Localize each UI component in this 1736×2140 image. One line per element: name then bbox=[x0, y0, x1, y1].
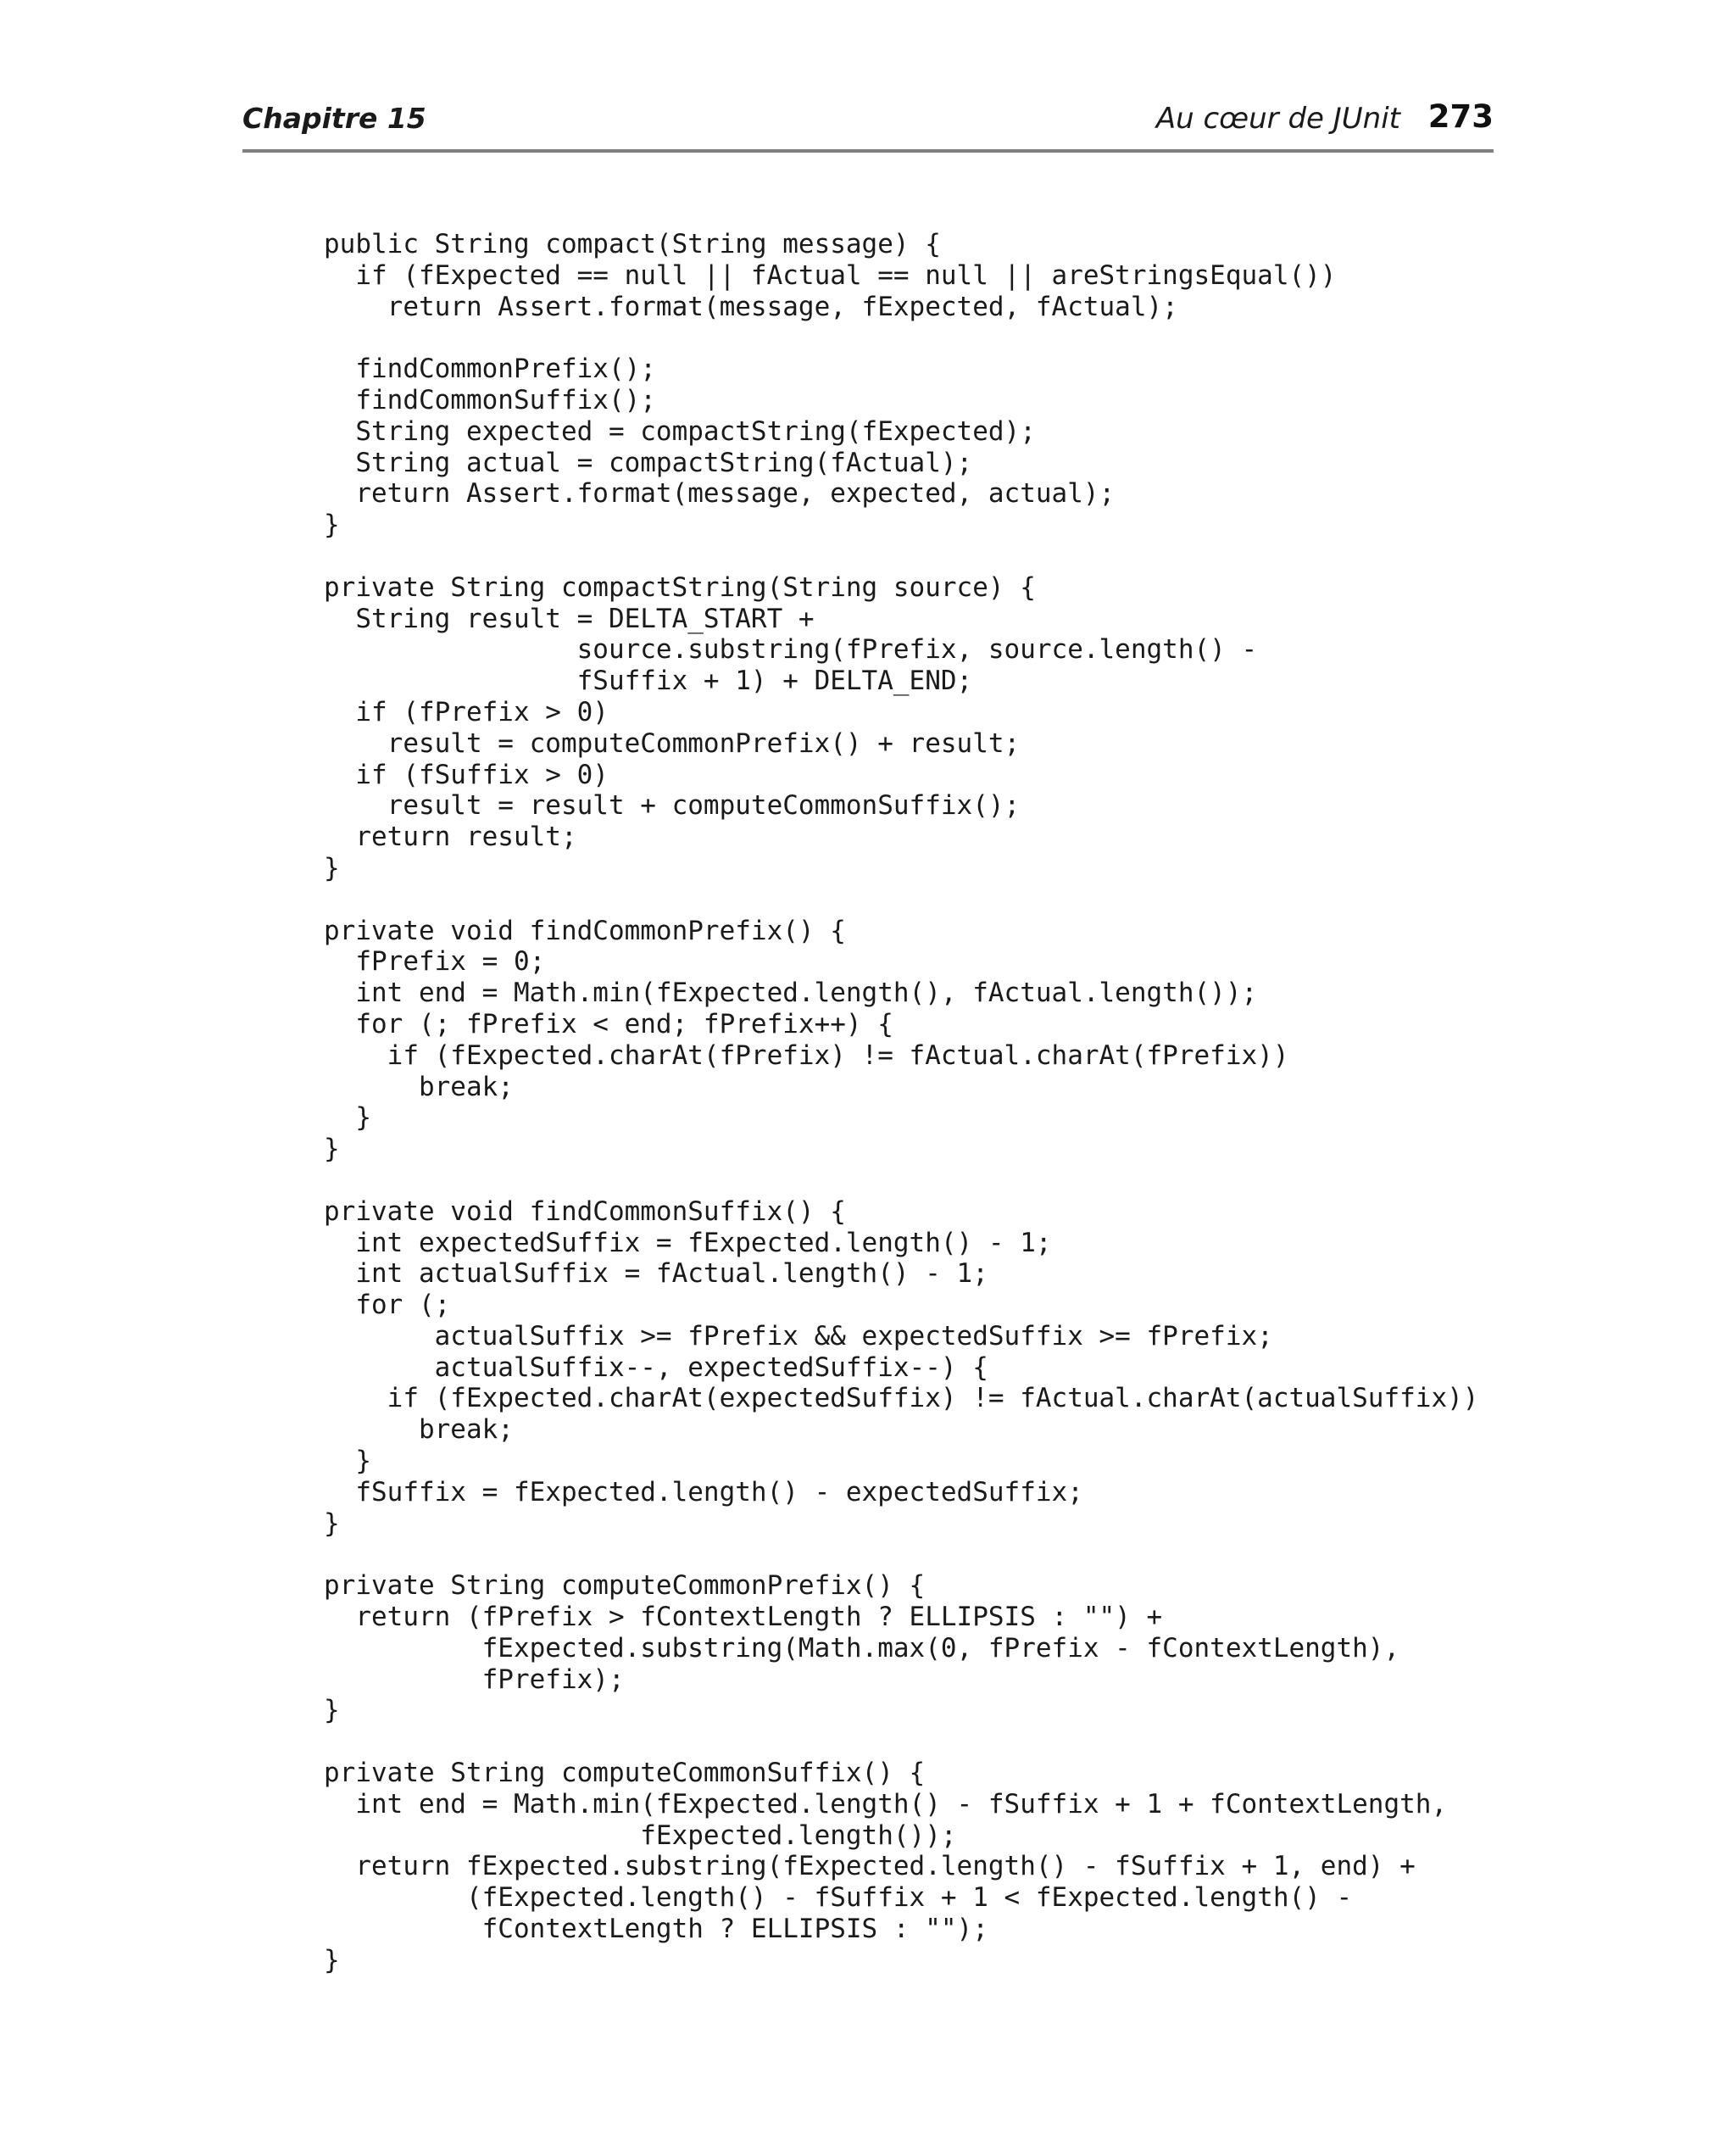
code-line: fPrefix); bbox=[324, 1664, 625, 1695]
chapter-label: Chapitre 15 bbox=[242, 102, 426, 135]
code-line: break; bbox=[324, 1414, 514, 1446]
code-line: return (fPrefix > fContextLength ? ELLIPSIS : "") + bbox=[324, 1602, 1163, 1633]
code-line: } bbox=[324, 510, 340, 541]
code-line bbox=[324, 1165, 1478, 1196]
code-line: fPrefix = 0; bbox=[324, 946, 546, 978]
code-line: } bbox=[324, 1695, 340, 1726]
code-line: return result; bbox=[324, 822, 577, 853]
code-line: actualSuffix--, expectedSuffix--) { bbox=[324, 1351, 988, 1383]
code-line: actualSuffix >= fPrefix && expectedSuffix >= fPrefix; bbox=[324, 1320, 1273, 1351]
code-line: String result = DELTA_START + bbox=[324, 603, 815, 634]
code-line: int expectedSuffix = fExpected.length() - 1; bbox=[324, 1227, 1052, 1258]
code-line: (fExpected.length() - fSuffix + 1 < fExpected.length() - bbox=[324, 1882, 1353, 1914]
code-line: fExpected.substring(Math.max(0, fPrefix - fContextLength), bbox=[324, 1632, 1400, 1664]
running-title: Au cœur de JUnit bbox=[1155, 102, 1400, 136]
code-line bbox=[324, 541, 1478, 572]
code-line: return Assert.format(message, fExpected, fActual); bbox=[324, 291, 1178, 322]
code-line: fSuffix = fExpected.length() - expectedSuffix; bbox=[324, 1476, 1083, 1507]
code-line: if (fSuffix > 0) bbox=[324, 759, 609, 790]
code-line: } bbox=[324, 1944, 340, 1976]
code-line: source.substring(fPrefix, source.length() - bbox=[324, 634, 1258, 666]
code-line: String actual = compactString(fActual); bbox=[324, 447, 973, 478]
code-line: fExpected.length()); bbox=[324, 1820, 957, 1851]
code-line: private String computeCommonSuffix() { bbox=[324, 1758, 926, 1789]
code-line: } bbox=[324, 1102, 371, 1134]
page-header bbox=[242, 98, 1494, 142]
code-line: if (fPrefix > 0) bbox=[324, 696, 609, 727]
code-listing bbox=[324, 229, 1478, 1976]
code-line: fSuffix + 1) + DELTA_END; bbox=[324, 666, 973, 697]
code-line: int actualSuffix = fActual.length() - 1; bbox=[324, 1258, 988, 1290]
code-line: result = computeCommonPrefix() + result; bbox=[324, 727, 1021, 759]
code-line: break; bbox=[324, 1071, 514, 1102]
code-line: } bbox=[324, 1446, 371, 1477]
code-line: return Assert.format(message, expected, actual); bbox=[324, 478, 1116, 510]
code-line bbox=[324, 884, 1478, 916]
code-line: int end = Math.min(fExpected.length() - fSuffix + 1 + fContextLength, bbox=[324, 1788, 1448, 1820]
header-rule bbox=[242, 149, 1494, 153]
code-line: private void findCommonPrefix() { bbox=[324, 915, 846, 946]
code-line: if (fExpected == null || fActual == null || areStringsEqual()) bbox=[324, 259, 1337, 291]
code-line: private void findCommonSuffix() { bbox=[324, 1195, 846, 1227]
code-line: return fExpected.substring(fExpected.length() - fSuffix + 1, end) + bbox=[324, 1851, 1416, 1882]
code-line: findCommonPrefix(); bbox=[324, 354, 656, 385]
code-line: for (; bbox=[324, 1290, 451, 1321]
code-line: if (fExpected.charAt(fPrefix) != fActual.charAt(fPrefix)) bbox=[324, 1039, 1289, 1071]
code-line: fContextLength ? ELLIPSIS : ""); bbox=[324, 1914, 988, 1945]
code-line: for (; fPrefix < end; fPrefix++) { bbox=[324, 1008, 893, 1039]
code-line: } bbox=[324, 852, 340, 883]
code-line: } bbox=[324, 1507, 340, 1539]
code-line: private String compactString(String source) { bbox=[324, 571, 1036, 603]
code-line: findCommonSuffix(); bbox=[324, 384, 656, 415]
code-line: String expected = compactString(fExpected); bbox=[324, 415, 1036, 447]
page-number: 273 bbox=[1427, 98, 1494, 135]
code-line: int end = Math.min(fExpected.length(), fActual.length()); bbox=[324, 978, 1258, 1009]
code-line: private String computeCommonPrefix() { bbox=[324, 1570, 926, 1602]
code-line: } bbox=[324, 1134, 340, 1165]
code-line: if (fExpected.charAt(expectedSuffix) != fActual.charAt(actualSuffix)) bbox=[324, 1383, 1479, 1414]
code-line: public String compact(String message) { bbox=[324, 229, 941, 259]
code-line bbox=[324, 322, 1478, 354]
code-line bbox=[324, 1539, 1478, 1570]
code-line bbox=[324, 1726, 1478, 1758]
code-line: result = result + computeCommonSuffix(); bbox=[324, 790, 1021, 822]
